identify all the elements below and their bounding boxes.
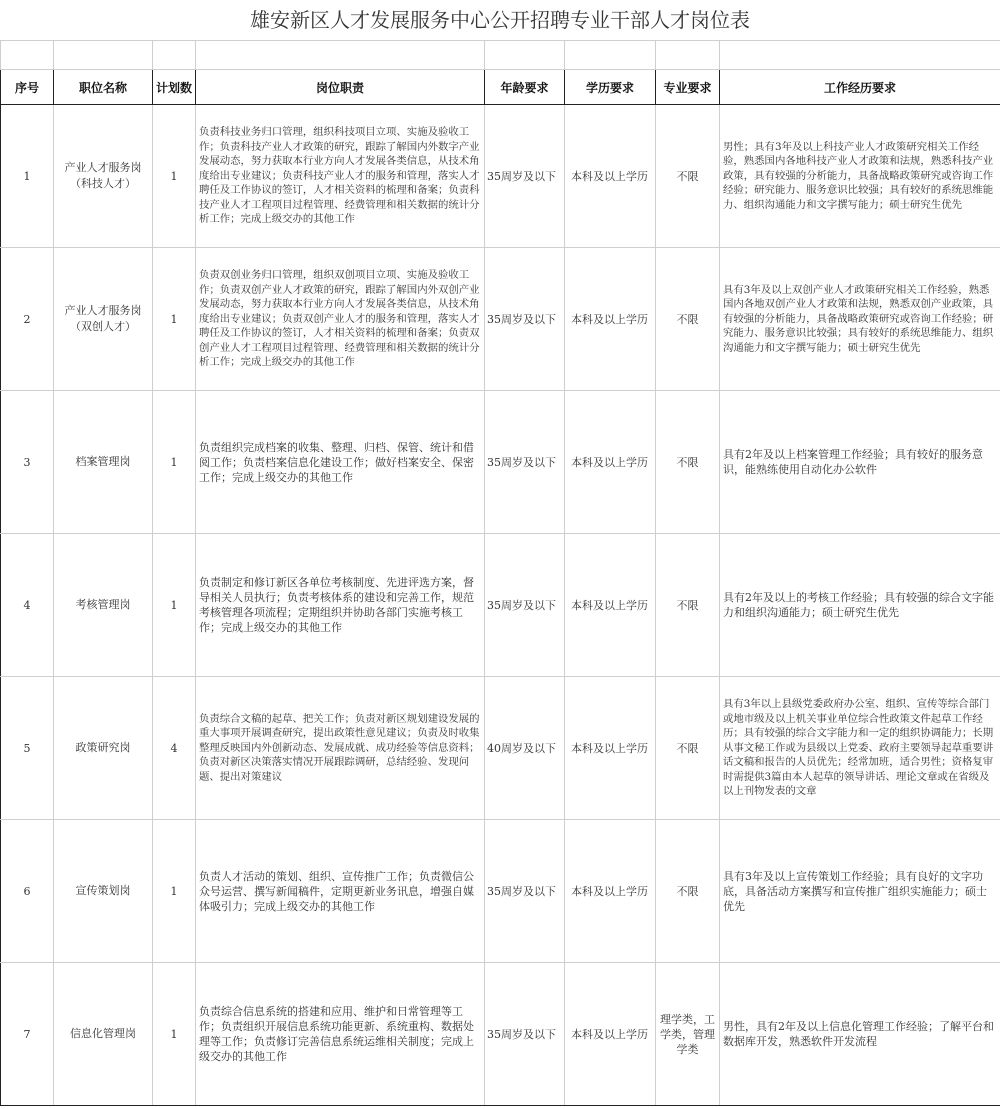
cell-experience: 具有3年及以上双创产业人才政策研究相关工作经验，熟悉国内各地双创产业人才政策和法规，熟悉双创产业政策，具有较强的分析能力，具备战略政策研究或咨询工作经验；研究能力、服务意识比较强；具有较好的系统思维能力、组织沟通能力和文字撰写能力；硕士研究生优先 bbox=[720, 248, 1000, 391]
header-education: 学历要求 bbox=[565, 70, 656, 105]
header-position: 职位名称 bbox=[54, 70, 153, 105]
cell-seq: 2 bbox=[1, 248, 54, 391]
cell-count: 1 bbox=[153, 248, 196, 391]
position-name: 产业人才服务岗（双创人才） bbox=[64, 304, 142, 333]
header-seq: 序号 bbox=[1, 70, 54, 105]
cell-position bbox=[54, 248, 153, 391]
cell-education: 本科及以上学历 bbox=[565, 677, 656, 820]
cell-count: 1 bbox=[153, 391, 196, 534]
cell-position bbox=[54, 963, 153, 1106]
table-row bbox=[1, 534, 1000, 677]
cell-duties: 负责人才活动的策划、组织、宣传推广工作；负责微信公众号运营、撰写新闻稿件，定期更新业务讯息，增强自媒体吸引力；完成上级交办的其他工作 bbox=[196, 820, 485, 963]
cell-count: 4 bbox=[153, 677, 196, 820]
cell-count: 1 bbox=[153, 963, 196, 1106]
cell-major: 不限 bbox=[656, 820, 720, 963]
header-experience: 工作经历要求 bbox=[720, 70, 1000, 105]
cell-duties: 负责组织完成档案的收集、整理、归档、保管、统计和借阅工作；负责档案信息化建设工作；做好档案安全、保密工作；完成上级交办的其他工作 bbox=[196, 391, 485, 534]
cell-seq: 7 bbox=[1, 963, 54, 1106]
position-name: 政策研究岗 bbox=[75, 741, 131, 754]
cell-education: 本科及以上学历 bbox=[565, 391, 656, 534]
cell-age: 35周岁及以下 bbox=[485, 391, 565, 534]
header-duties: 岗位职责 bbox=[196, 70, 485, 105]
cell-duties: 负责综合信息系统的搭建和应用、维护和日常管理等工作；负责组织开展信息系统功能更新、系统重构、数据处理等工作；负责修订完善信息系统运维相关制度；完成上级交办的其他工作 bbox=[196, 963, 485, 1106]
cell-experience: 具有2年及以上档案管理工作经验；具有较好的服务意识，能熟练使用自动化办公软件 bbox=[720, 391, 1000, 534]
cell-major: 理学类，工学类，管理学类 bbox=[656, 963, 720, 1106]
positions-table bbox=[0, 41, 1000, 1106]
position-name: 信息化管理岗 bbox=[70, 1027, 136, 1040]
cell-education: 本科及以上学历 bbox=[565, 105, 656, 248]
cell-duties: 负责制定和修订新区各单位考核制度、先进评选方案，督导相关人员执行；负责考核体系的建设和完善工作，规范考核管理各项流程；定期组织并协助各部门实施考核工作；完成上级交办的其他工作 bbox=[196, 534, 485, 677]
cell-age: 40周岁及以下 bbox=[485, 677, 565, 820]
header-age: 年龄要求 bbox=[485, 70, 565, 105]
cell-experience: 具有3年以上县级党委政府办公室、组织、宣传等综合部门或地市级及以上机关事业单位综合性政策文件起草工作经历；具有较强的综合文字能力和一定的组织协调能力；长期从事文秘工作或为县级以上党委、政府主要领导起草重要讲话文稿和报告的人员优先；经常加班，适合男性；资格复审时需提供3篇由本人起草的领导讲话、理论文章或在省级及以上刊物发表的文章 bbox=[720, 677, 1000, 820]
cell-age: 35周岁及以下 bbox=[485, 105, 565, 248]
cell-position bbox=[54, 820, 153, 963]
table-row bbox=[1, 105, 1000, 248]
cell-position bbox=[54, 105, 153, 248]
cell-major: 不限 bbox=[656, 105, 720, 248]
cell-position bbox=[54, 391, 153, 534]
table-row bbox=[1, 963, 1000, 1106]
position-name: 产业人才服务岗（科技人才） bbox=[64, 161, 142, 190]
cell-duties: 负责综合文稿的起草、把关工作；负责对新区规划建设发展的重大事项开展调查研究，提出政策性意见建议；负责及时收集整理反映国内外创新动态、发展成就、成功经验等信息资料；负责对新区决策落实情况开展跟踪调研，总结经验、发现问题、提出对策建议 bbox=[196, 677, 485, 820]
cell-major: 不限 bbox=[656, 677, 720, 820]
table-row bbox=[1, 820, 1000, 963]
table-row bbox=[1, 248, 1000, 391]
cell-education: 本科及以上学历 bbox=[565, 248, 656, 391]
cell-seq: 5 bbox=[1, 677, 54, 820]
cell-count: 1 bbox=[153, 534, 196, 677]
cell-experience: 男性，具有2年及以上信息化管理工作经验；了解平台和数据库开发，熟悉软件开发流程 bbox=[720, 963, 1000, 1106]
table-row bbox=[1, 677, 1000, 820]
cell-count: 1 bbox=[153, 105, 196, 248]
cell-experience: 具有3年及以上宣传策划工作经验；具有良好的文字功底，具备活动方案撰写和宣传推广组织实施能力；硕士优先 bbox=[720, 820, 1000, 963]
page-title: 雄安新区人才发展服务中心公开招聘专业干部人才岗位表 bbox=[0, 0, 1000, 41]
cell-position bbox=[54, 534, 153, 677]
cell-education: 本科及以上学历 bbox=[565, 534, 656, 677]
cell-experience: 具有2年及以上的考核工作经验；具有较强的综合文字能力和组织沟通能力；硕士研究生优先 bbox=[720, 534, 1000, 677]
cell-major: 不限 bbox=[656, 534, 720, 677]
cell-seq: 1 bbox=[1, 105, 54, 248]
position-name: 宣传策划岗 bbox=[75, 884, 131, 897]
cell-age: 35周岁及以下 bbox=[485, 820, 565, 963]
cell-experience: 男性；具有3年及以上科技产业人才政策研究相关工作经验，熟悉国内各地科技产业人才政策和法规，熟悉科技产业政策，具有较强的分析能力，具备战略政策研究或咨询工作经验；研究能力、服务意识比较强；具有较好的系统思维能力、组织沟通能力和文字撰写能力；硕士研究生优先 bbox=[720, 105, 1000, 248]
cell-duties: 负责科技业务归口管理，组织科技项目立项、实施及验收工作；负责科技产业人才政策的研究，跟踪了解国内外数字产业发展动态，努力获取本行业方向人才发展各类信息，从技术角度给出专业建议；负责科技产业人才的服务和管理，落实人才聘任及工作协议的签订，人才相关资料的梳理和备案；负责科技产业人才工程项目过程管理、经费管理和相关数据的统计分析工作；完成上级交办的其他工作 bbox=[196, 105, 485, 248]
cell-position bbox=[54, 677, 153, 820]
cell-education: 本科及以上学历 bbox=[565, 820, 656, 963]
position-name: 档案管理岗 bbox=[75, 455, 131, 468]
position-name: 考核管理岗 bbox=[75, 598, 131, 611]
cell-age: 35周岁及以下 bbox=[485, 534, 565, 677]
cell-age: 35周岁及以下 bbox=[485, 248, 565, 391]
spacer-row bbox=[1, 41, 1000, 70]
cell-seq: 4 bbox=[1, 534, 54, 677]
header-row bbox=[1, 70, 1000, 105]
table-row bbox=[1, 391, 1000, 534]
cell-seq: 3 bbox=[1, 391, 54, 534]
cell-count: 1 bbox=[153, 820, 196, 963]
cell-major: 不限 bbox=[656, 248, 720, 391]
cell-major: 不限 bbox=[656, 391, 720, 534]
cell-age: 35周岁及以下 bbox=[485, 963, 565, 1106]
cell-seq: 6 bbox=[1, 820, 54, 963]
header-major: 专业要求 bbox=[656, 70, 720, 105]
cell-duties: 负责双创业务归口管理，组织双创项目立项、实施及验收工作；负责双创产业人才政策的研究，跟踪了解国内外双创产业发展动态，努力获取本行业方向人才发展各类信息，从技术角度给出专业建议；负责双创产业人才的服务和管理，落实人才聘任及工作协议的签订，人才相关资料的梳理和备案；负责双创产业人才工程项目过程管理、经费管理和相关数据的统计分析工作；完成上级交办的其他工作 bbox=[196, 248, 485, 391]
cell-education: 本科及以上学历 bbox=[565, 963, 656, 1106]
header-count: 计划数 bbox=[153, 70, 196, 105]
